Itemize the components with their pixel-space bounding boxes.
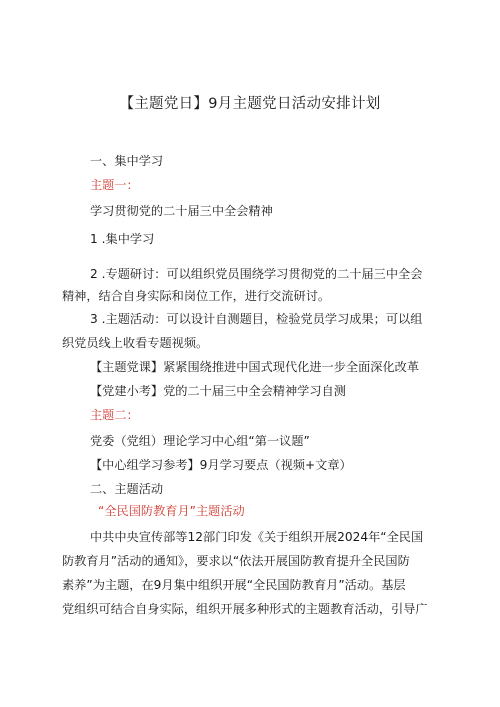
activity-title: “全民国防教育月”主题活动 (98, 504, 245, 518)
topic-2-text: 党委（党组）理论学习中心组“第一议题” (90, 434, 310, 448)
item-2-line-2: 精神，结合自身实际和岗位工作，进行交流研讨。 (62, 289, 331, 303)
topic-1-text: 学习贯彻党的二十届三中全会精神 (90, 204, 273, 218)
study-reference-line: 【中心组学习参考】9月学习要点（视频+文章） (90, 458, 352, 472)
topic-label-2: 主题二： (90, 408, 139, 422)
paragraph-line-4: 党组织可结合自身实际，组织开展多种形式的主题教育活动，引导广 (62, 602, 428, 616)
item-2-line-1: 2 .专题研讨：可以组织党员围绕学习贯彻党的二十届三中全会 (90, 267, 423, 281)
paragraph-line-1: 中共中央宣传部等12部门印发《关于组织开展2024年“全民国 (90, 530, 424, 544)
topic-label-1: 主题一： (90, 178, 139, 192)
document-title: 【主题党日】9月主题党日活动安排计划 (119, 96, 381, 112)
party-lecture-line: 【主题党课】紧紧围绕推进中国式现代化进一步全面深化改革 (90, 360, 420, 374)
item-1: 1 .集中学习 (90, 232, 155, 246)
party-quiz-line: 【党建小考】党的二十届三中全会精神学习自测 (90, 384, 346, 398)
paragraph-line-3: 素养”为主题，在9月集中组织开展“全民国防教育月”活动。基层 (62, 578, 406, 592)
paragraph-line-2: 防教育月”活动的通知》，要求以“依法开展国防教育提升全民国防 (62, 554, 410, 568)
section-heading-1: 一、集中学习 (90, 154, 164, 168)
section-heading-2: 二、主题活动 (90, 482, 164, 496)
item-3-line-1: 3 .主题活动：可以设计自测题目，检验党员学习成果；可以组 (90, 312, 423, 326)
item-3-line-2: 织党员线上收看专题视频。 (62, 336, 209, 350)
